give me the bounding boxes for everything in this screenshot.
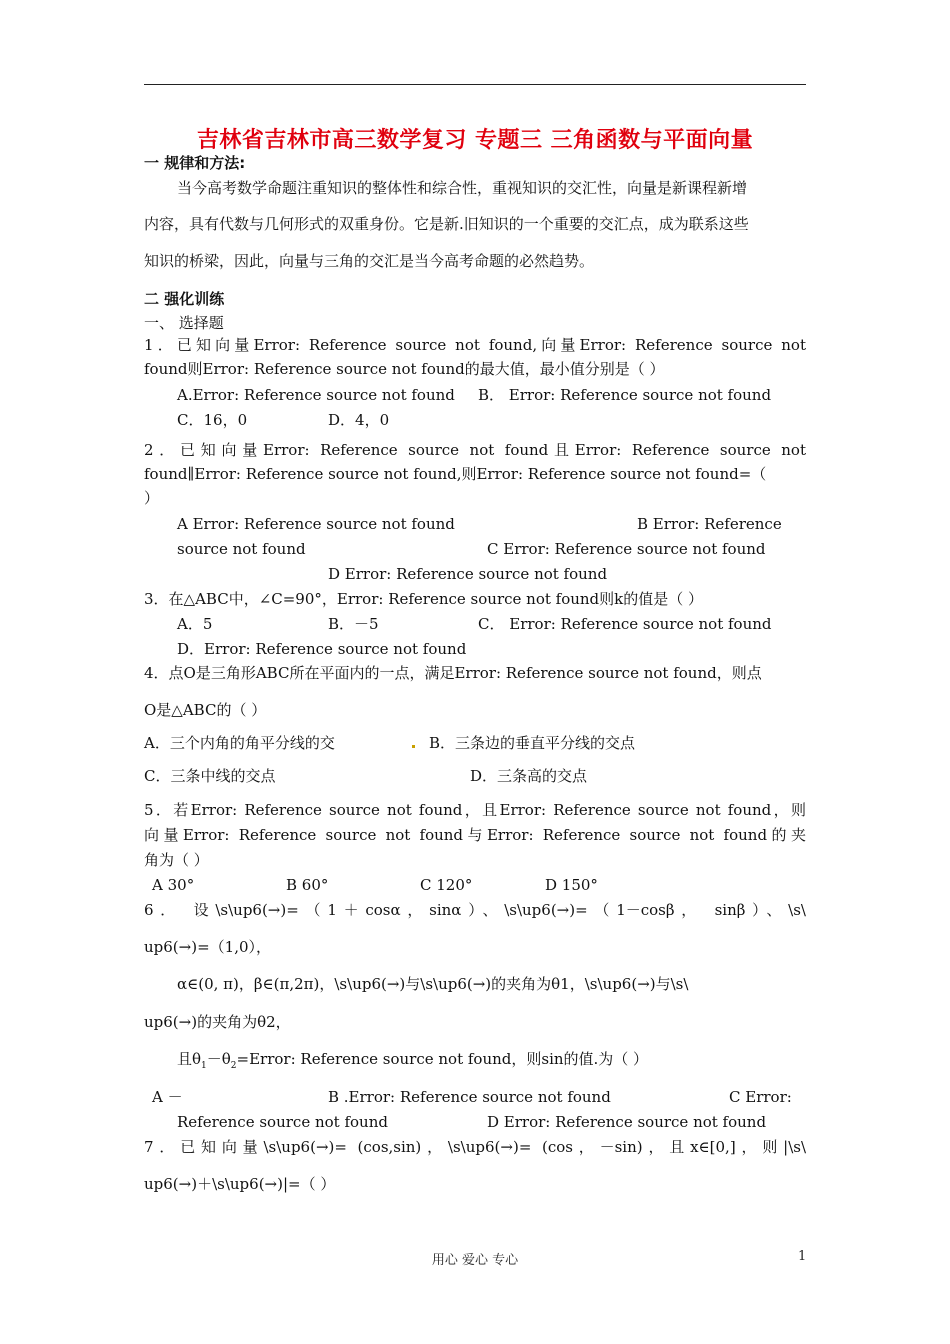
q6-line5-sub1: 1 xyxy=(201,1061,207,1071)
q4-line2: O是△ABC的（ ） xyxy=(144,701,267,719)
section2-heading: 二 强化训练 xyxy=(144,290,225,308)
q5-option-b: B 60° xyxy=(286,876,329,894)
q6-option-d: D Error: Reference source not found xyxy=(487,1113,767,1131)
stray-dot-mark xyxy=(412,745,415,748)
q6-option-b: B .Error: Reference source not found xyxy=(328,1088,611,1106)
page-number: 1 xyxy=(798,1249,807,1264)
q6-line5-part-e: =Error: Reference source not found，则sin的值.为（ ） xyxy=(236,1050,649,1068)
footer-slogan: 用心 爱心 专心 xyxy=(431,1253,519,1268)
q4-option-b: B．三条边的垂直平分线的交点 xyxy=(429,734,636,752)
section1-para-line3: 知识的桥梁，因此，向量与三角的交汇是当今高考命题的必然趋势。 xyxy=(144,252,595,270)
q4-line1: 4．点O是三角形ABC所在平面内的一点，满足Error: Reference source not found，则点 xyxy=(144,664,762,682)
q7-line2: up6(→)＋\s\up6(→)|=（ ） xyxy=(144,1175,336,1193)
section1-para-line1: 当今高考数学命题注重知识的整体性和综合性，重视知识的交汇性，向量是新课程新增 xyxy=(177,179,748,197)
section1-para-line2: 内容，具有代数与几何形式的双重身份。它是新.旧知识的一个重要的交汇点，成为联系这些 xyxy=(144,215,749,233)
q6-line4: up6(→)的夹角为θ2， xyxy=(144,1013,291,1031)
q6-line5-sub2: 2 xyxy=(230,1061,237,1071)
section2-subheading: 一、 选择题 xyxy=(144,314,224,332)
q5-option-d: D 150° xyxy=(545,876,598,894)
q6-option-a: A － xyxy=(152,1088,183,1106)
q2-option-d: D Error: Reference source not found xyxy=(328,565,608,583)
q6-line1: 6． 设\s\up6(→)=（1＋cosα，sinα）、\s\up6(→)=（1－cosβ， sinβ）、\s\ xyxy=(144,901,806,919)
q2-line2: found∥Error: Reference source not found,则Error: Reference source not found=（ xyxy=(144,465,767,483)
q6-line5-part-a: 且θ xyxy=(177,1050,202,1068)
q1-line1: 1．已知向量Error: Reference source not found,向量Error: Reference source not xyxy=(144,336,806,354)
q4-option-c: C．三条中线的交点 xyxy=(144,767,276,785)
q2-option-c: C Error: Reference source not found xyxy=(487,540,766,558)
q6-line5 xyxy=(177,1048,806,1077)
q1-option-a: A.Error: Reference source not found xyxy=(177,386,455,404)
q3-line1: 3．在△ABC中，∠C=90°，Error: Reference source not found则k的值是（ ） xyxy=(144,590,704,608)
q3-option-c: C． Error: Reference source not found xyxy=(478,615,772,633)
q5-option-c: C 120° xyxy=(420,876,473,894)
q4-option-a: A．三个内角的角平分线的交 xyxy=(144,734,335,752)
q1-option-d: D．4，0 xyxy=(328,411,390,429)
page-title: 吉林省吉林市高三数学复习 专题三 三角函数与平面向量 xyxy=(196,128,754,153)
q7-line1: 7．已知向量\s\up6(→)= (cos,sin)，\s\up6(→)= (cos，－sin)，且x∈[0,]，则|\s\ xyxy=(144,1138,806,1156)
q5-line3: 角为（ ） xyxy=(144,851,209,869)
q6-line5-part-c: －θ xyxy=(206,1050,231,1068)
q5-line2: 向量Error: Reference source not found与Error: Reference source not found的夹 xyxy=(144,826,806,844)
q3-option-b: B．－5 xyxy=(328,615,379,633)
q1-option-b: B． Error: Reference source not found xyxy=(478,386,772,404)
q2-line3: ） xyxy=(144,489,160,507)
q6-line3: α∈(0, π)，β∈(π,2π)，\s\up6(→)与\s\up6(→)的夹角为θ1，\s\up6(→)与\s\ xyxy=(177,975,689,993)
q5-line1: 5．若Error: Reference source not found，且Error: Reference source not found，则 xyxy=(144,801,806,819)
header-rule xyxy=(144,84,806,85)
section1-heading: 一 规律和方法: xyxy=(144,154,246,172)
q6-option-c: C Error: xyxy=(729,1088,792,1106)
q2-option-b-cont: source not found xyxy=(177,540,306,558)
q1-option-c: C．16，0 xyxy=(177,411,248,429)
q3-option-a: A．5 xyxy=(177,615,213,633)
q2-option-b: B Error: Reference xyxy=(637,515,782,533)
q4-option-d: D．三条高的交点 xyxy=(470,767,588,785)
q2-line1: 2．已知向量Error: Reference source not found且Error: Reference source not xyxy=(144,441,806,459)
q6-line2: up6(→)=（1,0）， xyxy=(144,938,272,956)
q6-option-c-cont: Reference source not found xyxy=(177,1113,388,1131)
q2-option-a: A Error: Reference source not found xyxy=(177,515,455,533)
q1-line2: found则Error: Reference source not found的最大值，最小值分别是（ ） xyxy=(144,360,665,378)
q5-option-a: A 30° xyxy=(152,876,195,894)
q3-option-d: D．Error: Reference source not found xyxy=(177,640,467,658)
